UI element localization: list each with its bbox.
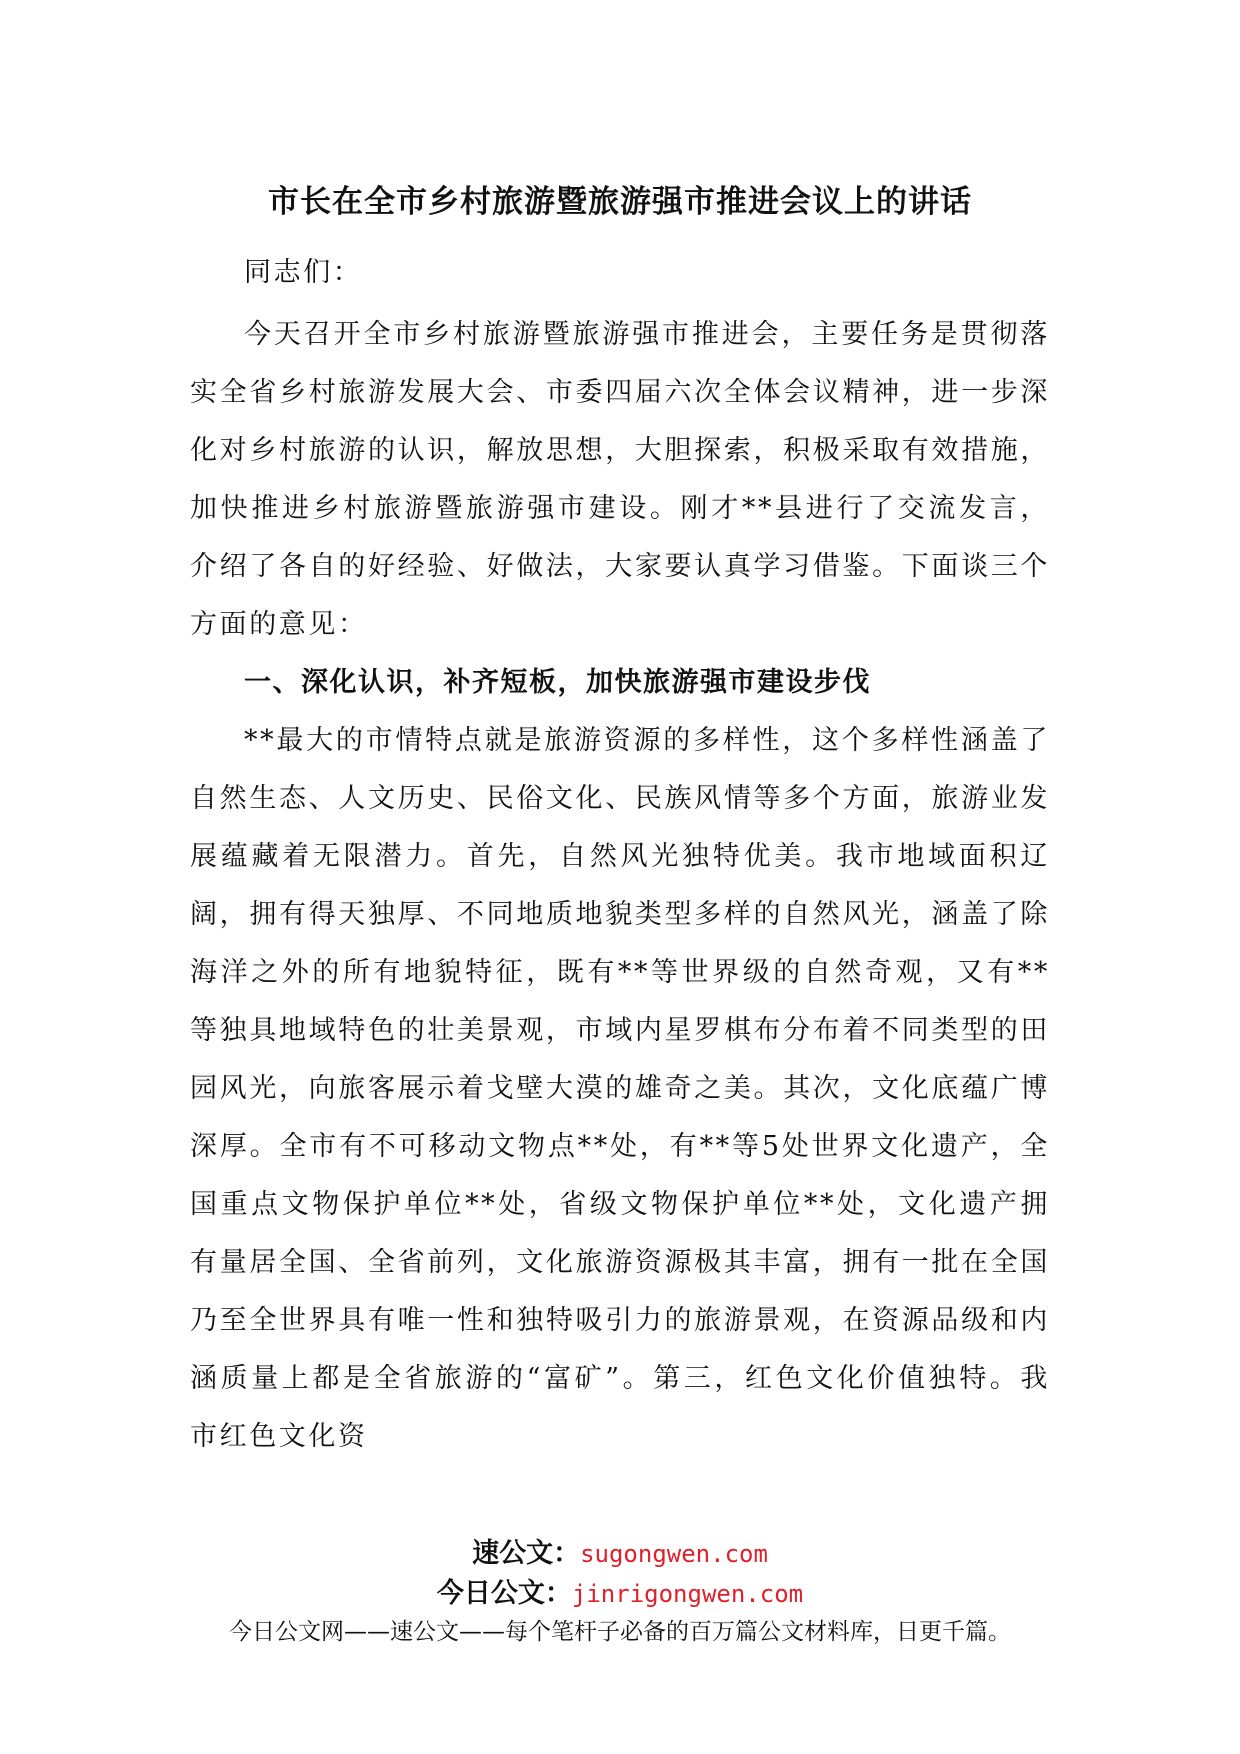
jinrigongwen-link[interactable]: jinrigongwen.com (571, 1580, 804, 1608)
salutation: 同志们： (244, 257, 363, 288)
sugongwen-link[interactable]: sugongwen.com (580, 1540, 768, 1568)
document-title: 市长在全市乡村旅游暨旅游强市推进会议上的讲话 (268, 184, 972, 220)
footer-label-2: 今日公文： (436, 1578, 572, 1609)
footer-jinrigongwen (0, 1576, 1240, 1612)
footer-label-1: 速公文： (472, 1538, 581, 1569)
footer-tagline: 今日公文网——速公文——每个笔杆子必备的百万篇公文材料库，日更千篇。 (229, 1619, 1011, 1645)
section-1-heading: 一、深化认识，补齐短板，加快旅游强市建设步伐 (244, 667, 871, 698)
section-1-paragraph: **最大的市情特点就是旅游资源的多样性，这个多样性涵盖了自然生态、人文历史、民俗文化、民族风情等多个方面，旅游业发展蕴藏着无限潜力。首先，自然风光独特优美。我市地域面积辽阔，拥有得天独厚、不同地质地貌类型多样的自然风光，涵盖了除海洋之外的所有地貌特征，既有**等世界级的自然奇观，又有**等独具地域特色的壮美景观，市域内星罗棋布分布着不同类型的田园风光，向旅客展示着戈壁大漠的雄奇之美。其次，文化底蕴广博深厚。全市有不可移动文物点**处，有**等5处世界文化遗产，全国重点文物保护单位**处，省级文物保护单位**处，文化遗产拥有量居全国、全省前列，文化旅游资源极其丰富，拥有一批在全国乃至全世界具有唯一性和独特吸引力的旅游景观，在资源品级和内涵质量上都是全省旅游的“富矿”。第三，红色文化价值独特。我市红色文化资 (190, 725, 1050, 1452)
intro-paragraph: 今天召开全市乡村旅游暨旅游强市推进会，主要任务是贯彻落实全省乡村旅游发展大会、市委四届六次全体会议精神，进一步深化对乡村旅游的认识，解放思想，大胆探索，积极采取有效措施，加快推进乡村旅游暨旅游强市建设。刚才**县进行了交流发言，介绍了各自的好经验、好做法，大家要认真学习借鉴。下面谈三个方面的意见： (190, 319, 1050, 640)
footer-sugongwen (0, 1536, 1240, 1572)
document-page (190, 180, 1050, 1466)
